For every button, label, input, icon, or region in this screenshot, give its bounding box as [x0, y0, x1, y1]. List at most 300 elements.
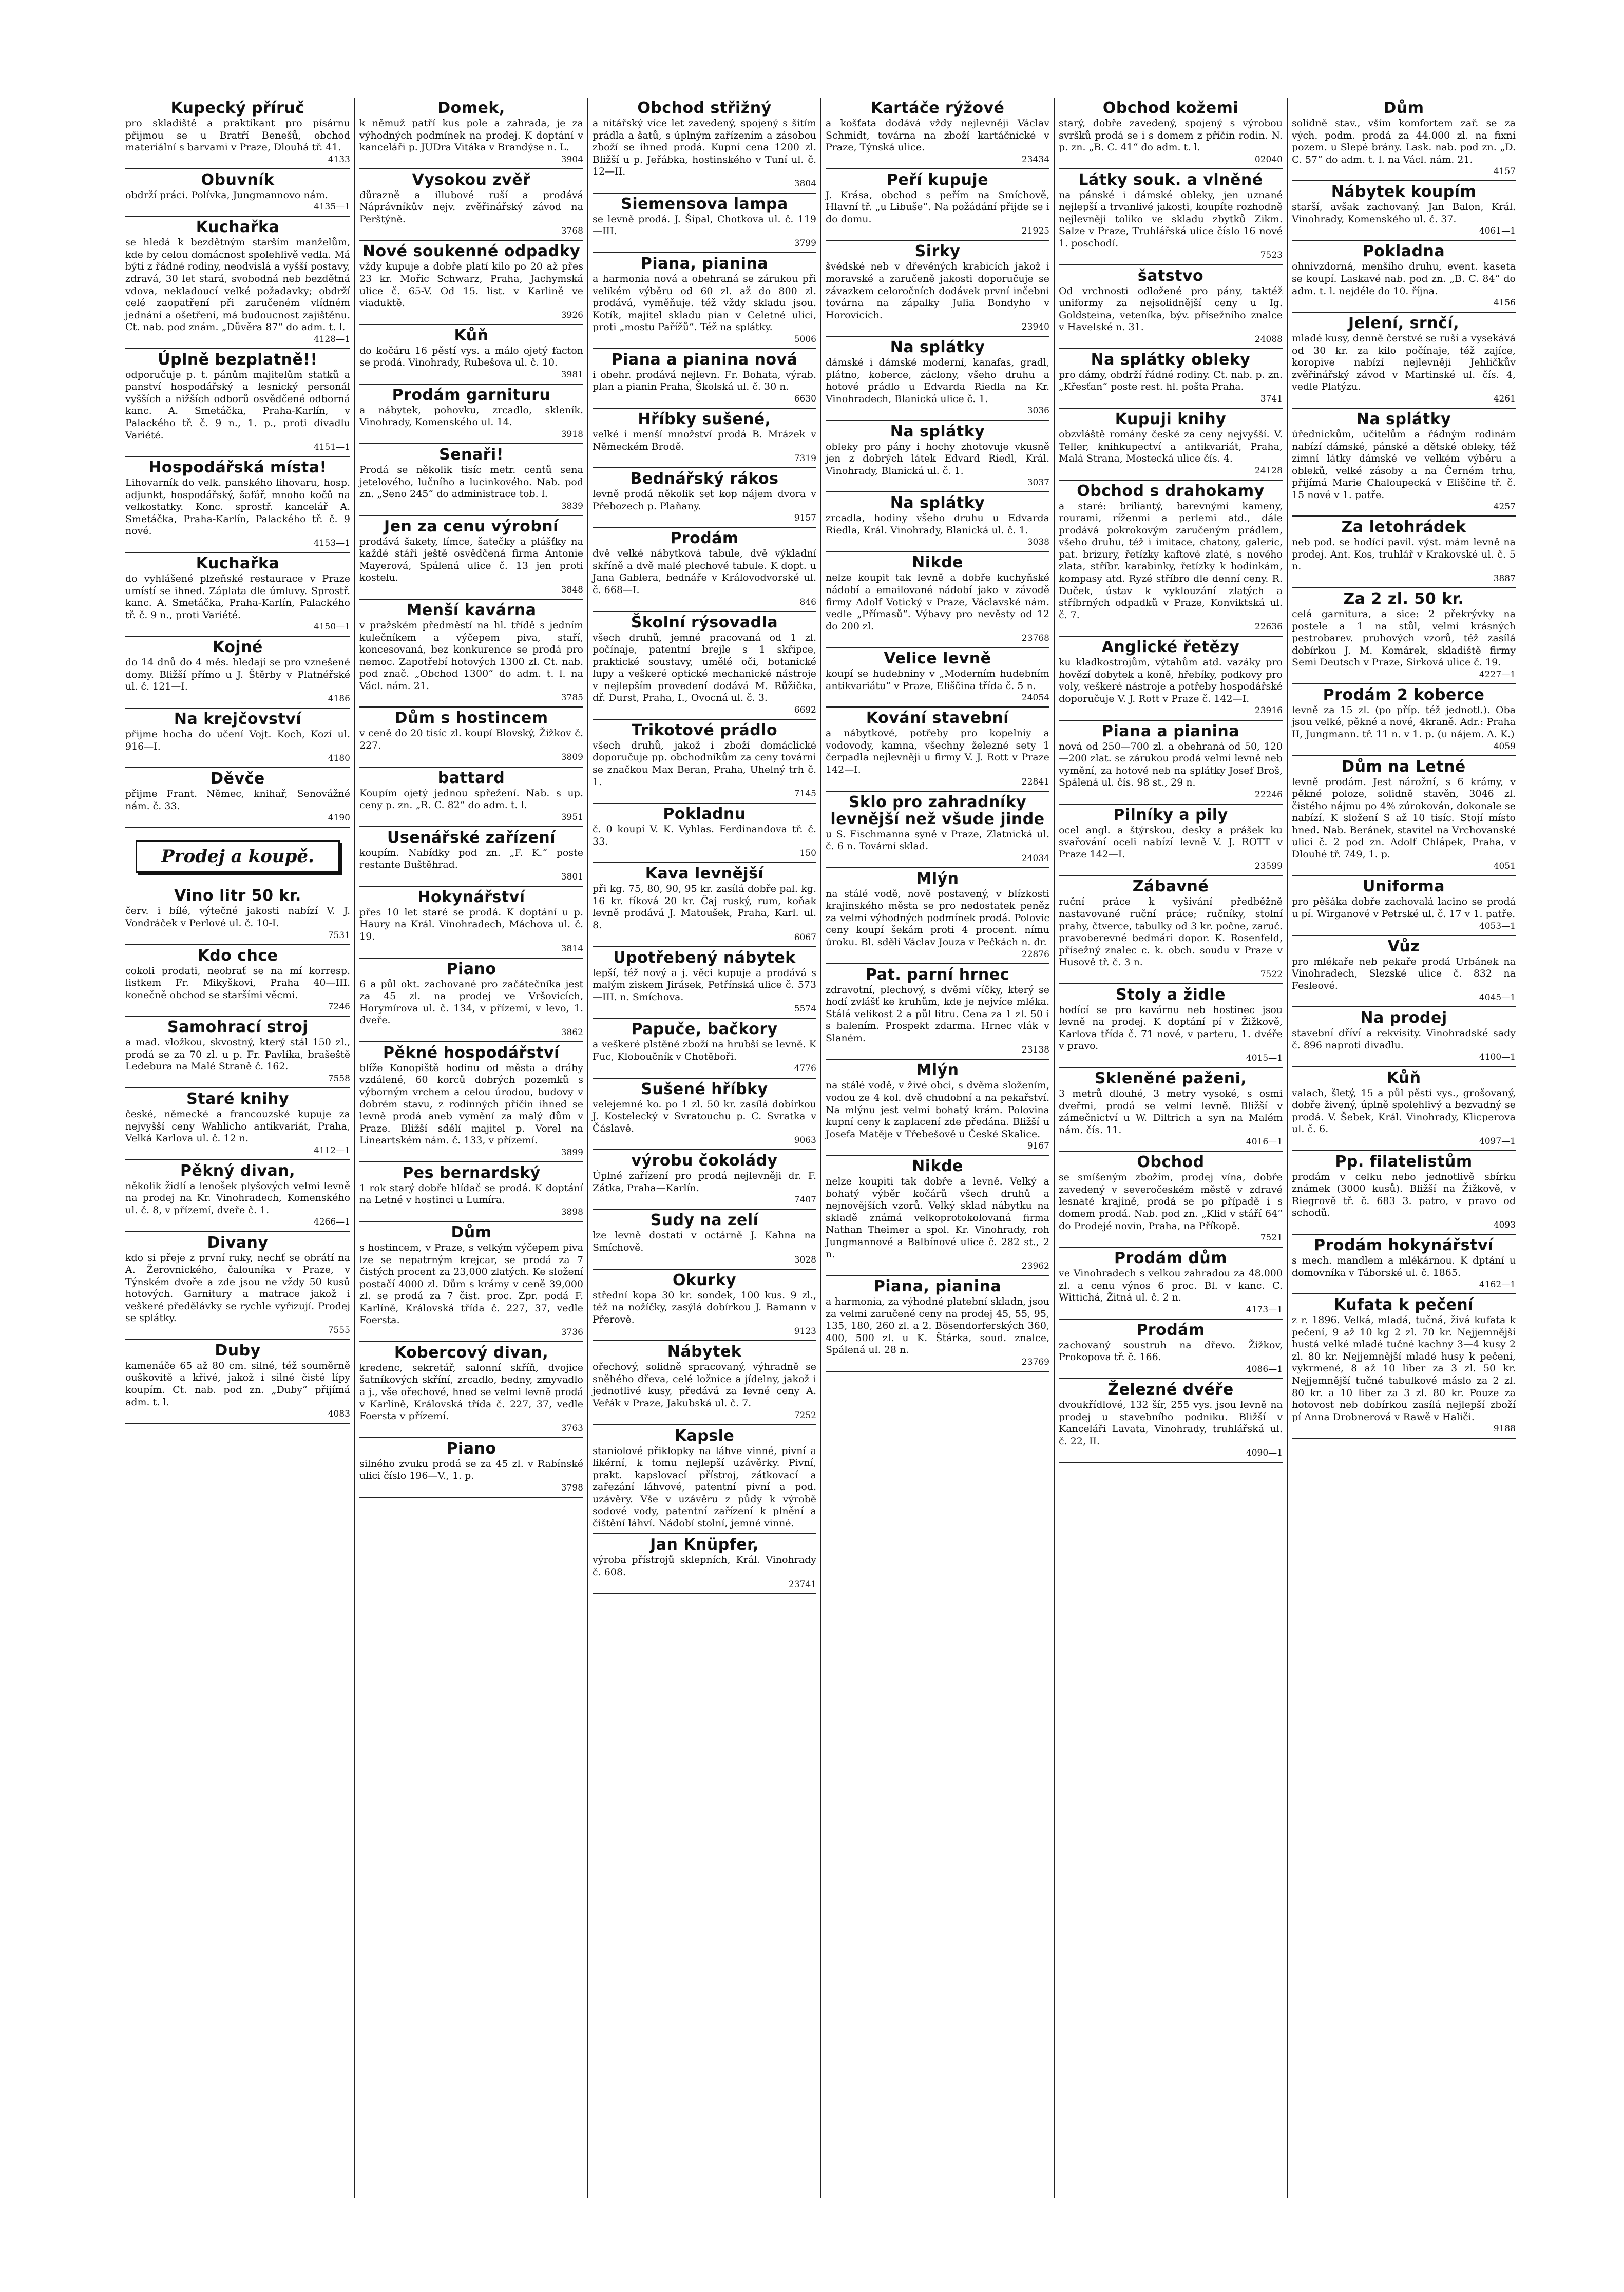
classified-ad — [1292, 1235, 1516, 1294]
classified-ad — [826, 964, 1049, 1060]
classified-ad — [359, 887, 583, 959]
ad-title: Na splátky — [890, 338, 985, 357]
ad-body: celá garnitura, a sice: 2 překrývky na postele a 1 na stůl, velmi krásných pestrobarev. pruhových vzorů, též zasílá dobírkou J. M. Komárek, skladiště firmy Semi Deutsch v Praze, Sirková ulice č. 19. — [1292, 608, 1516, 668]
ad-title: Jan Knüpfer, — [650, 1536, 759, 1554]
classified-ad — [359, 827, 583, 887]
classified-ad — [593, 409, 816, 468]
ad-title: Obuvník — [201, 170, 275, 189]
ad-title: Skleněné paženi, — [1094, 1069, 1247, 1088]
classified-ad — [826, 1276, 1049, 1372]
classified-ad — [1292, 1067, 1516, 1151]
classified-ad — [359, 708, 583, 767]
classified-ad — [125, 217, 350, 349]
ad-title: Pilníky a pily — [1113, 806, 1228, 824]
ad-title: Obchod kožemi — [1102, 99, 1239, 117]
ad-reference-number: 3037 — [1027, 478, 1049, 488]
ad-title: Duby — [215, 1341, 261, 1360]
ad-body: ořechový, solidně spracovaný, výhradně se sněhého dřeva, celé ložnice a jídelny, jakož i jednotlivé kusy, předává za levné ceny A. Veřák v Praze, Jakubská ul. č. 7. — [593, 1361, 816, 1409]
classified-ad — [1059, 1068, 1283, 1152]
ad-title: Na krejčovství — [174, 710, 302, 728]
section-label: Prodej a koupě. — [136, 840, 340, 873]
column-4 — [820, 98, 1054, 2198]
ad-reference-number: 7531 — [328, 930, 350, 941]
ad-body: do 14 dnů do 4 měs. hledají se pro vznešené domy. Bližší přímo u J. Štěrby v Platnéřské ul. č. 121—I. — [125, 657, 350, 693]
ad-reference-number: 4180 — [328, 753, 350, 764]
ad-title: Na splátky obleky — [1091, 350, 1251, 369]
ad-title: Nové soukenné odpadky — [362, 242, 581, 261]
ad-body: na stálé vodě, nově postavený, v blízkosti krajinského města se pro nedostatek peněz za velmi výhodných podmínek prodá. Polovic ceny koupí šekám proti 4 procent. nímu úroku. Bl. sdělí Václav Jouza v Pečkách n. dr. — [826, 888, 1049, 948]
ad-reference-number: 846 — [799, 597, 816, 607]
classified-ad — [826, 98, 1049, 169]
ad-title: Mlýn — [916, 1061, 959, 1080]
ad-body: a nábytek, pohovku, zrcadlo, skleník. Vinohrady, Komenského ul. 14. — [359, 404, 583, 428]
ad-reference-number: 6630 — [794, 393, 816, 404]
classified-ad — [593, 349, 816, 409]
ad-reference-number: 24088 — [1254, 334, 1283, 345]
ad-reference-number: 9123 — [794, 1326, 816, 1337]
ad-title: Piana a pianina nová — [611, 350, 798, 369]
classified-ad — [1292, 936, 1516, 1008]
ad-reference-number: 4257 — [1493, 502, 1516, 512]
ad-reference-number: 3918 — [561, 429, 583, 440]
ad-reference-number: 3038 — [1027, 537, 1049, 548]
ad-body: odporučuje p. t. pánům majitelům statků a panství hospodářský a lesnický personál vyšších a nižších odborů osvědčené odborná kanc. A. Smetáčka, Praha-Karlín, v Palackého tř. č. 9 n., 1. p., proti divadlu Variété. — [125, 369, 350, 441]
classified-ad — [125, 457, 350, 553]
classified-ad — [359, 444, 583, 516]
ad-reference-number: 9188 — [1493, 1424, 1516, 1435]
ad-reference-number: 7407 — [794, 1195, 816, 1206]
classified-ad — [1292, 517, 1516, 588]
classified-ad — [125, 885, 350, 945]
classified-ad — [826, 492, 1049, 552]
ad-body: Od vrchnosti odložené pro pány, taktéž uniformy za nejsolidnější ceny u Ig. Goldsteina, veteníka, býv. přísežního znalce v Havelské n. 31. — [1059, 285, 1283, 333]
classified-ad — [1059, 169, 1283, 265]
classified-ad — [125, 349, 350, 457]
classified-ad — [826, 792, 1049, 868]
ad-body: dámské i dámské moderní, kanafas, gradl, plátno, koberce, záclony, všeho druhu a hotové prádlo u Edvarda Riedla na Kr. Vinohradech, Blanická ulice č. 1. — [826, 357, 1049, 405]
ad-body: levně za 15 zl. (po příp. též jednotl.). Oba jsou velké, pěkné a nové, 4kraně. Adr.: Praha II, Jungmann. tř. 11 n. v 1. p. (u nájem. A. K.) — [1292, 704, 1516, 740]
ad-reference-number: 5006 — [794, 334, 816, 345]
ad-reference-number: 4051 — [1493, 861, 1516, 872]
ad-reference-number: 9157 — [794, 513, 816, 524]
classified-ad — [826, 648, 1049, 708]
ad-reference-number: 3862 — [561, 1027, 583, 1038]
ad-reference-number: 3904 — [561, 154, 583, 165]
ad-title: Uniforma — [1363, 877, 1445, 896]
ad-title: Kování stavební — [866, 709, 1009, 728]
ad-title: Děvče — [211, 770, 265, 788]
ad-title: Kdo chce — [197, 946, 278, 965]
ad-body: nová od 250—700 zl. a obehraná od 50, 120—200 zlat. se zárukou prodá velmi levně neb vymění, za hotové neb na splátky Josef Broš, Spálená ul. čís. 98 st., 29 n. — [1059, 740, 1283, 789]
ad-body: přijme Frant. Němec, knihař, Senovážné nám. č. 33. — [125, 788, 350, 812]
classified-ad — [1059, 409, 1283, 481]
ad-body: se hledá k bezdětným starším manželům, kde by celou domácnost spolehlivě vedla. Má býti z řádné rodiny, neodvislá a vyšší postavy, zdravá, 30 let stará, svobodná neb bezdětná vdova, nekladoucí velké požadavky; obdrží celé zaopatření při zaručeném vlídném jednání a ošetření, má budoucnost zajištěnu. Ct. nab. pod znám. „Důvěra 87“ do adm. t. l. — [125, 237, 350, 333]
ad-body: dvě velké nábytková tabule, dvě výkladní skříně a dvě malé plechové tabule. K dopt. u Jana Gablera, bednáře v Královodvorské ul. č. 668—I. — [593, 548, 816, 596]
classified-ad — [826, 241, 1049, 337]
ad-body: Prodá se několik tisíc metr. centů sena jetelového, lučního a lucinkového. Nab. pod zn. „Seno 245“ do administrace tob. l. — [359, 464, 583, 500]
ad-title: Samohrací stroj — [167, 1018, 308, 1037]
ad-body: ruční práce k vyšívání předběžně nastavované ruční práce; ručníky, stolní prahy, čtverce, tabulky od 3 kr. počne, zaruč. pravoberevné bedmári dopor. K. Rosenfeld, přísežný znalec c. k. obch. soudu v Praze v Husově tř. č. 3 n. — [1059, 896, 1283, 968]
ad-reference-number: 3768 — [561, 226, 583, 237]
ad-body: koupím. Nabídky pod zn. „F. K.“ poste restante Buštěhrad. — [359, 847, 583, 871]
column-3 — [587, 98, 820, 2198]
ad-reference-number: 3036 — [1027, 406, 1049, 416]
classified-ad — [125, 98, 350, 169]
ad-title: Peří kupuje — [886, 170, 989, 189]
newspaper-page — [121, 98, 1520, 2198]
classified-ad — [1059, 721, 1283, 805]
classified-ad — [1292, 756, 1516, 876]
classified-ad — [593, 720, 816, 804]
ad-body: několik židlí a lenošek plyšových velmi levně na prodej na Kr. Vinohradech, Komenského ul. č. 8, v přízemí, dveře č. 1. — [125, 1180, 350, 1216]
ad-reference-number: 23769 — [1021, 1357, 1049, 1367]
ad-reference-number: 4016—1 — [1246, 1137, 1283, 1148]
classified-ad — [593, 528, 816, 612]
ad-title: Obchod — [1137, 1153, 1205, 1172]
ad-reference-number: 3926 — [561, 310, 583, 320]
ad-body: švédské neb v dřevěných krabicích jakož i moravské a zaručeně jakosti doporučuje se závazkem celoročních dodávek první inčebni továrna na zápalky Julia Bondyho v Horovicích. — [826, 261, 1049, 321]
ad-title: Pěkné hospodářství — [383, 1043, 560, 1062]
classified-ad — [826, 708, 1049, 791]
classified-ad — [593, 468, 816, 528]
ad-reference-number: 7558 — [328, 1073, 350, 1084]
ad-title: Obchod střižný — [637, 99, 772, 117]
ad-reference-number: 6692 — [794, 704, 816, 715]
ad-reference-number: 9063 — [794, 1135, 816, 1146]
ad-body: pro mlékaře neb pekaře prodá Urbánek na Vinohradech, Slezské ulice č. 832 na Fesleové. — [1292, 956, 1516, 991]
ad-reference-number: 9167 — [1027, 1141, 1049, 1152]
ad-body: a staré: briliantý, barevnými kameny, rourami, ríženmi a perlemi atd., dále prodává pokrokovým zaručeným prádlem, všeho druhu, též i imitace, chatony, galeric, pat. brizury, řetízky kaftové zlaté, s nového zlata, stříbr. karabinky, řetízky k hodinkám, kompasy atd. Ryzé stříbro dle denní ceny. R. Duček, ústav k vyklouzání zlatých a stříbrných odpadků v Praze, Konviktská ul. č. 7. — [1059, 500, 1283, 621]
ad-reference-number: 4776 — [794, 1063, 816, 1074]
ad-title: Staré knihy — [186, 1090, 289, 1109]
classified-ad — [359, 1222, 583, 1342]
ad-title: Úplně bezplatně!! — [158, 350, 318, 369]
ad-body: prodám v celku nebo jednotlivě sbírku známek (3000 kusů). Bližší na Žižkově, v Riegrově tř. č. 683 3. patro, v pravo od schodů. — [1292, 1171, 1516, 1219]
ad-body: do kočáru 16 pěstí vys. a málo ojetý facton se prodá. Vinohrady, Rubešova ul. č. 10. — [359, 345, 583, 369]
ad-reference-number: 21925 — [1021, 226, 1049, 237]
ad-body: a nitářský více let zavedený, spojený s šitím prádla a šatů, s úplným zařízením a zásobou zboží se ihned prodá. Kupní cena 1200 zl. Bližší u p. Jeřábka, hostinského v Tuní ul. č. 12—II. — [593, 118, 816, 178]
ad-title: Nábytek koupím — [1331, 183, 1477, 201]
ad-body: zdravotní, plechový, s dvěmi víčky, který se hodí zvlášť ke kruhům, kde je nejvíce mléka. Stálá velikost 2 a půl litru. Cena za 1 zl. 50 i s balením. Prospekt zdarma. Hrnec vlák v Slaném. — [826, 984, 1049, 1044]
ad-reference-number: 23434 — [1021, 154, 1049, 165]
classified-ad — [593, 253, 816, 349]
ad-title: Dům — [451, 1223, 492, 1242]
ad-reference-number: 3736 — [561, 1327, 583, 1338]
classified-ad — [1292, 98, 1516, 181]
ad-title: Prodám — [670, 529, 739, 548]
classified-ad — [1059, 805, 1283, 876]
ad-reference-number: 4133 — [328, 154, 350, 165]
classified-ad — [359, 1042, 583, 1162]
classified-ad — [359, 1438, 583, 1498]
ad-reference-number: 7145 — [794, 789, 816, 799]
classified-ad — [593, 863, 816, 947]
ad-title: Siemensova lampa — [621, 195, 788, 213]
ad-reference-number: 4059 — [1493, 741, 1516, 752]
ad-title: Kufata k pečení — [1334, 1296, 1474, 1314]
ad-title: Vysokou zvěř — [412, 170, 531, 189]
ad-body: u S. Fischmanna syně v Praze, Zlatnická ul. č. 6 n. Tovární sklad. — [826, 828, 1049, 852]
classified-ad — [359, 768, 583, 827]
ad-body: lepší, též nový a j. věci kupuje a prodává s malým ziskem Jirásek, Petřínská ulice č. 573—III. n. Smíchova. — [593, 967, 816, 1003]
ad-title: Piana a pianina — [1102, 722, 1239, 740]
ad-reference-number: 23768 — [1021, 633, 1049, 644]
classified-ad — [125, 169, 350, 217]
classified-ad — [593, 1150, 816, 1210]
ad-title: Sušené hříbky — [641, 1080, 768, 1098]
ad-title: Na splátky — [1356, 410, 1451, 428]
ad-body: z r. 1896. Velká, mladá, tučná, živá kufata k pečení, 9 až 10 kg 2 zl. 70 kr. Nejjemnější hustá velké mladé tučné kachny 3—4 kusy 2 zl. 80 kr. Nejjemnější mladé husy k pečení, vykrmené, 8 až 10 liber za 3 zl. 50 kr. Nejjemnější tučné tabulkové máslo za 2 zl. 80 kr. a 10 liber za 3 zl. 80 kr. Pouze za hotovost neb dobírkou zasílá nejlepší zboží pí Anna Drobnerová v Rawě v Haliči. — [1292, 1314, 1516, 1423]
ad-reference-number: 4151—1 — [313, 442, 350, 453]
ad-body: kdo si přeje z první ruky, nechť se obrátí na A. Žerovnického, čalouníka v Praze, v Týnském dvoře a zde jsou ne vždy 50 kusů hotových. Garnitury a matrace jakož i veškeré předělávky se rychle vyřizují. Prodej se splátky. — [125, 1252, 350, 1324]
classified-ad — [125, 1017, 350, 1088]
ad-title: Pp. filatelistům — [1335, 1152, 1473, 1171]
ad-title: Anglické řetězy — [1101, 638, 1240, 657]
ad-body: kamenáče 65 až 80 cm. silné, též souměrně ouškovitě a křivé, jakož i silné čisté lípy koupím. Ct. nab. pod zn. „Duby“ přijímá adm. t. l. — [125, 1360, 350, 1408]
ad-title: Piana, pianina — [873, 1277, 1002, 1296]
ad-body: cokoli prodati, neobrať se na mí korresp. listkem Fr. Mikyškovi, Praha 40—III. konečně obchod se staršími věcmi. — [125, 965, 350, 1001]
ad-reference-number: 4153—1 — [313, 538, 350, 548]
ad-body: ohnivzdorná, menšího druhu, event. kaseta se koupí. Laskavé nab. pod zn. „B. C. 84“ do adm. t. l. nejdéle do 10. října. — [1292, 261, 1516, 297]
ad-reference-number: 4128—1 — [313, 334, 350, 345]
ad-body: k němuž patří kus pole a zahrada, je za výhodných podmínek na prodej. K doptání v kanceláři p. JUDra Vitáka v Brandýse n. L. — [359, 118, 583, 154]
ad-title: Obchod s drahokamy — [1077, 482, 1265, 500]
ad-body: blíže Konopiště hodinu od města a dráhy vzdálené, 60 korců dobrých pozemků s výborným vrchem a celou úrodou, budovy v dobrém stavu, z rodinných příčin ihned se levně prodá aneb vymění za malý dům v Praze. Bližší sdělí majitel p. Vorel na Lineartském nám. č. 133, v přízemí. — [359, 1062, 583, 1147]
ad-reference-number: 3804 — [794, 178, 816, 189]
ad-title: Hospodářská místa! — [148, 459, 327, 477]
column-5 — [1054, 98, 1287, 2198]
ad-title: Kobercový divan, — [394, 1343, 549, 1362]
ad-reference-number: 4150—1 — [313, 622, 350, 633]
ad-title: Vůz — [1387, 937, 1420, 956]
classified-ad — [593, 804, 816, 863]
ad-reference-number: 7246 — [328, 1002, 350, 1013]
ad-body: červ. i bílé, výtečné jakosti nabízí V. J. Vondráček v Perlové ul. č. 10-I. — [125, 905, 350, 929]
ad-title: Prodám 2 koberce — [1323, 685, 1485, 704]
ad-title: Kojné — [213, 638, 263, 657]
ad-title: Kupuji knihy — [1115, 410, 1227, 428]
ad-title: Prodám — [1136, 1321, 1205, 1339]
ad-body: 6 a půl okt. zachované pro začátečníka jest za 45 zl. na prodej ve Vršovicích, Horymírova ul. č. 134, v přízemí, v levo, 1. dveře. — [359, 978, 583, 1026]
ad-reference-number: 4097—1 — [1479, 1136, 1516, 1147]
ad-reference-number: 3899 — [561, 1147, 583, 1158]
classified-ad — [1059, 265, 1283, 349]
ad-body: valach, šletý, 15 a půl pěsti vys., grošovaný, dobře živený, úplně spolehlivý a bezvadný se prodá. V. Šebek, Král. Vinohrady, Klicperova ul. č. 6. — [1292, 1087, 1516, 1135]
ad-body: a nábytkové, potřeby pro kopelníy a vodovody, kamna, všechny železné sety 1 čerpadla nejlevněji u firmy V. J. Rott v Praze 142—I. — [826, 728, 1049, 776]
ad-title: Piana, pianina — [640, 254, 769, 273]
ad-body: s mech. mandlem a mlékárnou. K dptání u domovníka v Táborské ul. č. 1865. — [1292, 1255, 1516, 1278]
ad-title: Piano — [446, 960, 496, 978]
classified-ad — [359, 959, 583, 1042]
ad-title: Kuchařka — [196, 554, 280, 572]
ad-title: Sudy na zelí — [650, 1211, 759, 1230]
classified-ad — [826, 868, 1049, 964]
ad-body: důrazně a illubové ruší a prodává Náprávníkův nejv. zvěřinářský závod na Perštýně. — [359, 189, 583, 225]
ad-body: J. Krása, obchod s peřím na Smíchově, Hlavní tř. „u Libuše“. Na požádání přijde se i do domu. — [826, 189, 1049, 225]
ad-body: velké i menší množství prodá B. Mrázek v Německém Brodě. — [593, 428, 816, 452]
ad-reference-number: 4093 — [1493, 1220, 1516, 1230]
classified-ad — [359, 1162, 583, 1222]
classified-ad — [1292, 876, 1516, 935]
ad-reference-number: 3799 — [794, 238, 816, 249]
ad-body: koupí se hudebniny v „Moderním hudebním antikvariátu“ v Praze, Eliščina třída č. 5 n. — [826, 668, 1049, 692]
ad-body: všech druhů, jemné pracovaná od 1 zl. počínaje, patentní brejle s 1 skřipce, praktické soustavy, umělé oči, botanické lupy a veškeré optické mechanické nástroje v nejlepším provedení dodává M. Růžička, dř. Durst, Praha, I., Ovocná ul. č. 3. — [593, 632, 816, 704]
ad-body: silného zvuku prodá se za 45 zl. v Rabínské ulici číslo 196—V., 1. p. — [359, 1458, 583, 1482]
ad-reference-number: 4100—1 — [1479, 1052, 1516, 1063]
classified-ad — [1292, 313, 1516, 409]
ad-body: neb pod. se hodící pavil. výst. mám levně na prodej. Ant. Kos, truhlář v Krakovské ul. č. 5 n. — [1292, 537, 1516, 572]
ad-title: Dům s hostincem — [394, 709, 548, 728]
ad-reference-number: 4061—1 — [1479, 226, 1516, 237]
ad-body: ocel angl. a štýrskou, desky a prášek ku svařování oceli nabízí levně V. J. ROTT v Praze 142—I. — [1059, 824, 1283, 860]
ad-body: Lihovarník do velk. panského lihovaru, hosp. adjunkt, hospodářský, šafář, mnoho kočů na velkostatky. Konc. sprostř. kancelář A. Smetáčka, Praha-Karlín, Palackého tř. č. 9 nové. — [125, 477, 350, 537]
classified-ad — [1292, 409, 1516, 517]
ad-reference-number: 3809 — [561, 752, 583, 763]
ad-body: ku kladkostrojům, výtahům atd. vazáky pro hovězí dobytek a koně, hřebíky, podkovy pro voly, veškeré nástroje a potřeby hospodářské doporučuje V. J. Rott v Praze č. 142—I. — [1059, 657, 1283, 704]
ad-reference-number: 23940 — [1021, 322, 1049, 333]
ad-body: obdrží práci. Polívka, Jungmannovo nám. — [125, 189, 328, 201]
classified-ad — [826, 337, 1049, 421]
ad-reference-number: 4015—1 — [1246, 1053, 1283, 1064]
column-1 — [121, 98, 354, 2198]
ad-reference-number: 3839 — [561, 501, 583, 511]
classified-ad — [1292, 1007, 1516, 1067]
classified-ad — [826, 1156, 1049, 1276]
ad-title: Divany — [207, 1233, 269, 1252]
ad-title: Kartáče rýžové — [870, 99, 1005, 117]
classified-ad — [359, 241, 583, 324]
classified-ad — [1059, 984, 1283, 1068]
classified-ad — [125, 637, 350, 709]
ad-reference-number: 3951 — [561, 812, 583, 823]
ad-body: solidně stav., vším komfortem zař. se za vých. podm. prodá za 44.000 zl. na fixní pozem. u Slepé brány. Lask. nab. pod zn. „D. C. 57“ do adm. t. l. na Václ. nám. 21. — [1292, 118, 1516, 165]
classified-ad — [1059, 98, 1283, 169]
classified-ad — [826, 552, 1049, 648]
classified-ad — [125, 1160, 350, 1232]
ad-reference-number: 6067 — [794, 932, 816, 943]
ad-reference-number: 7521 — [1260, 1233, 1283, 1244]
classified-ad — [1059, 876, 1283, 984]
ad-body: výroba přístrojů sklepních, Král. Vinohrady č. 608. — [593, 1554, 816, 1578]
ad-title: Na splátky — [890, 422, 985, 441]
classified-ad — [359, 385, 583, 444]
ad-title: Pokladna — [1362, 242, 1445, 261]
ad-reference-number: 4157 — [1493, 166, 1516, 177]
ad-title: Dům — [1383, 99, 1424, 117]
ad-reference-number: 4112—1 — [313, 1145, 350, 1156]
ad-reference-number: 4261 — [1493, 393, 1516, 404]
ad-title: Kava levnější — [645, 865, 764, 883]
ad-body: hodící se pro kavárnu neb hostinec jsou levně na prodej. K doptání pí v Žižkově, Karlova třída č. 71 nové, v parteru, 1. dvéře v pravo. — [1059, 1004, 1283, 1052]
ad-title: Sklo pro zahradníky levnější než všude jinde — [830, 793, 1045, 828]
ad-reference-number: 5574 — [794, 1004, 816, 1015]
classified-ad — [593, 1341, 816, 1425]
ad-title: Prodám dům — [1114, 1249, 1227, 1268]
ad-reference-number: 22246 — [1254, 789, 1283, 800]
ad-title: Pat. parní hrnec — [866, 965, 1009, 984]
classified-ad — [359, 98, 583, 169]
ad-title: Jen za cenu výrobní — [384, 517, 559, 536]
classified-ad — [1292, 1151, 1516, 1235]
ad-title: Nikde — [912, 553, 963, 572]
ad-title: Pokladnu — [663, 805, 746, 824]
ad-title: Hříbky sušené, — [638, 410, 771, 428]
classified-ad — [593, 947, 816, 1019]
ad-reference-number: 22841 — [1021, 776, 1049, 787]
classified-ad — [125, 768, 350, 828]
classified-ad — [593, 1079, 816, 1151]
ad-title: Velice levně — [884, 650, 991, 668]
classified-ad — [359, 325, 583, 385]
ad-reference-number: 3785 — [561, 693, 583, 703]
ad-reference-number: 02040 — [1254, 154, 1283, 165]
classified-ad — [359, 600, 583, 708]
classified-ad — [593, 1210, 816, 1269]
classified-ad — [125, 945, 350, 1017]
ad-title: Na splátky — [890, 494, 985, 512]
ad-title: výrobu čokolády — [631, 1152, 778, 1170]
ad-title: Senaři! — [439, 446, 504, 464]
ad-body: zrcadla, hodiny všeho druhu u Edvarda Riedla, Král. Vinohrady, Blanická ul. č. 1. — [826, 512, 1049, 536]
ad-body: pro pěšáka dobře zachovalá lacino se prodá u pí. Wirganové v Petrské ul. č. 17 v 1. patře. — [1292, 896, 1516, 920]
ad-body: na stálé vodě, v živé obci, s dvěma složením, vodou ze 4 kol. dvě chudobní a na pekařství. Na mlýnu jest velmi bohatý krám. Polovina kupní ceny k zaplacení zde předána. Bližší u Josefa Matěje v Třebešově u České Skalice. — [826, 1080, 1049, 1140]
ad-reference-number: 3814 — [561, 943, 583, 954]
ad-body: a veškeré plstěné zboží na hrubší se levně. K Fuc, Kloboučník v Chotěboři. — [593, 1039, 816, 1062]
classified-ad — [1059, 1379, 1283, 1463]
ad-title: Kůň — [1386, 1068, 1421, 1087]
ad-title: Bednářský rákos — [630, 470, 779, 488]
ad-body: do vyhlášené plzeňské restaurace v Praze umístí se ihned. Záplata dle úmluvy. Sprostř. kanc. A. Smetáčka, Praha-Karlín, Palackého tř. č. 9 n., proti Variété. — [125, 572, 350, 621]
ad-reference-number: 3741 — [1260, 393, 1283, 404]
ad-body: č. 0 koupí V. K. Vyhlas. Ferdinandova tř. č. 33. — [593, 824, 816, 847]
classified-ad — [1059, 637, 1283, 720]
ad-title: Prodám garnituru — [392, 386, 551, 404]
ad-body: všech druhů, jakož i zboží domáclické doporučuje pp. obchodníkům za ceny továrni se značkou Max Beran, Praha, Uhelný trh č. 1. — [593, 739, 816, 788]
ad-body: levně prodám. Jest nárožní, s 6 krámy, v pěkné poloze, solidně stavěn, 3046 zl. čistého nájmu po 4% zúrokován, dokonale se nabízí. K složení S až 10 tisíc. Stojí místo hned. Nab. Beránek, stavitel na Vrchovanské ulici č. 2 pod zn. Adolf Chlápek, Praha, v Dlouhé tř. 749, 1. p. — [1292, 776, 1516, 860]
ad-body: starý, dobře zavedený, spojený s výrobou svršků prodá se i s domem z příčin rodin. N. p. zn. „B. C. 41“ do adm. t. l. — [1059, 118, 1283, 154]
ad-title: Zábavné — [1132, 877, 1209, 896]
ad-title: Pes bernardský — [402, 1163, 541, 1182]
ad-title: Na prodej — [1360, 1009, 1447, 1027]
ad-reference-number: 23599 — [1254, 861, 1283, 872]
ad-title: Domek, — [437, 99, 505, 117]
ad-body: zachovaný soustruh na dřevo. Žižkov, Prokopova tř. č. 166. — [1059, 1339, 1283, 1363]
ad-reference-number: 4083 — [328, 1409, 350, 1420]
ad-body: české, německé a francouzské kupuje za nejvyšší ceny Wahlicho antikvariát, Praha, Velká Karlova ul. č. 12 n. — [125, 1109, 350, 1144]
ad-title: Nikde — [912, 1157, 963, 1176]
ad-title: Vino litr 50 kr. — [174, 887, 301, 905]
ad-reference-number: 4190 — [328, 813, 350, 824]
classified-ad — [125, 709, 350, 768]
classified-ad — [593, 1425, 816, 1535]
ad-reference-number: 4053—1 — [1479, 921, 1516, 931]
classified-ad — [1059, 1248, 1283, 1320]
ad-reference-number: 23741 — [788, 1579, 816, 1590]
classified-ad — [1059, 1320, 1283, 1379]
ad-body: a košťata dodává vždy nejlevněji Václav Schmidt, továrna na zboží kartáčnické v Praze, Týnská ulice. — [826, 118, 1049, 154]
ad-title: Kůň — [454, 326, 489, 345]
ad-body: kredenc, sekretář, salonní skříň, dvojice šatníkových skříní, zrcadlo, bedny, zmyvadlo a j., vše ořechové, hned se velmi levně prodá v Karlíně, Královská třída č. 227, 37, vedle Foersta v přízemí. — [359, 1362, 583, 1422]
ad-body: mladé kusy, denně čerstvé se ruší a vysekává od 30 kr. za kilo počínaje, též zajíce, koropive nabízí nejlevněji Jehličkův zvěřinářský závod v Martinské ul. čís. 4, vedle Platýzu. — [1292, 333, 1516, 393]
ad-body: s hostincem, v Praze, s velkým výčepem piva lze se nepatrným krejcar, se prodá za 7 čistých procent za 23,000 zlatých. Ke složení postačí 4000 zl. Dům s krámy v ceně 39,000 zl. se prodá za 7 čist. proc. Zpr. podá F. Karlíně, Královská třída č. 227, 37, vedle Foersta. — [359, 1242, 583, 1326]
ad-body: úřednickům, učitelům a řádným rodinám nabízí dámské, pánské a dětské obleky, též zimní látky dámské ve velkém výběru a obleků, velké zásoby a na Černém trhu, přijímá Marie Chaloupecká v Eliščine tř. č. 15 nové v 1. patře. — [1292, 428, 1516, 501]
classified-ad — [1292, 588, 1516, 684]
ad-reference-number: 22876 — [1021, 949, 1049, 960]
classified-ad — [1292, 1294, 1516, 1439]
ad-title: Kapsle — [674, 1426, 735, 1445]
classified-ad — [593, 98, 816, 194]
classified-ad — [125, 1340, 350, 1424]
